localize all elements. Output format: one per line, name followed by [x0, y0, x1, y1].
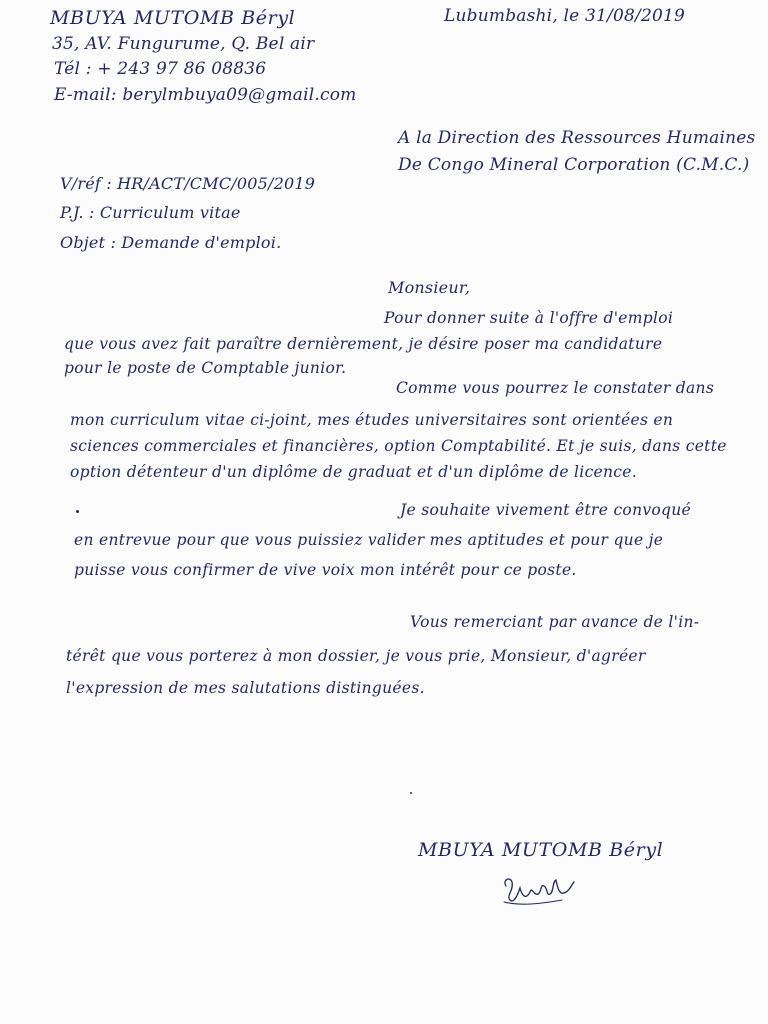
reference-line: V/réf : HR/ACT/CMC/005/2019 — [60, 174, 316, 193]
sender-email: E-mail: berylmbuya09@gmail.com — [54, 85, 357, 105]
body-line: Vous remerciant par avance de l'in- — [410, 613, 700, 631]
body-line: puisse vous confirmer de vive voix mon intérêt pour ce poste. — [74, 561, 577, 579]
stray-dot — [410, 792, 412, 794]
body-line: Je souhaite vivement être convoqué — [400, 501, 692, 519]
recipient-line-2: De Congo Mineral Corporation (C.M.C.) — [398, 155, 750, 175]
body-line: que vous avez fait paraître dernièrement, je désire poser ma candidature — [64, 335, 663, 353]
body-line: térêt que vous porterez à mon dossier, je vous prie, Monsieur, d'agréer — [66, 647, 646, 665]
body-line: option détenteur d'un diplôme de graduat et d'un diplôme de licence. — [70, 463, 637, 481]
attachment-line: P.J. : Curriculum vitae — [60, 203, 241, 222]
body-line: sciences commerciales et financières, option Comptabilité. Et je suis, dans cette — [70, 437, 727, 455]
salutation: Monsieur, — [388, 278, 471, 297]
closing-name: MBUYA MUTOMB Béryl — [418, 839, 664, 861]
sender-phone: Tél : + 243 97 86 08836 — [54, 59, 267, 79]
body-line: pour le poste de Comptable junior. — [64, 359, 347, 377]
body-line: Pour donner suite à l'offre d'emploi — [384, 309, 674, 327]
sender-name: MBUYA MUTOMB Béryl — [50, 7, 296, 29]
sender-address: 35, AV. Fungurume, Q. Bel air — [52, 34, 315, 54]
place-date: Lubumbashi, le 31/08/2019 — [444, 6, 686, 26]
stray-dot — [76, 510, 79, 513]
subject-line: Objet : Demande d'emploi. — [60, 233, 282, 252]
signature — [500, 870, 576, 910]
body-line: en entrevue pour que vous puissiez valider mes aptitudes et pour que je — [74, 531, 664, 549]
body-line: l'expression de mes salutations distinguées. — [66, 679, 425, 697]
body-line: Comme vous pourrez le constater dans — [396, 379, 715, 397]
body-line: mon curriculum vitae ci-joint, mes études universitaires sont orientées en — [70, 411, 674, 429]
recipient-line-1: A la Direction des Ressources Humaines — [398, 128, 756, 148]
